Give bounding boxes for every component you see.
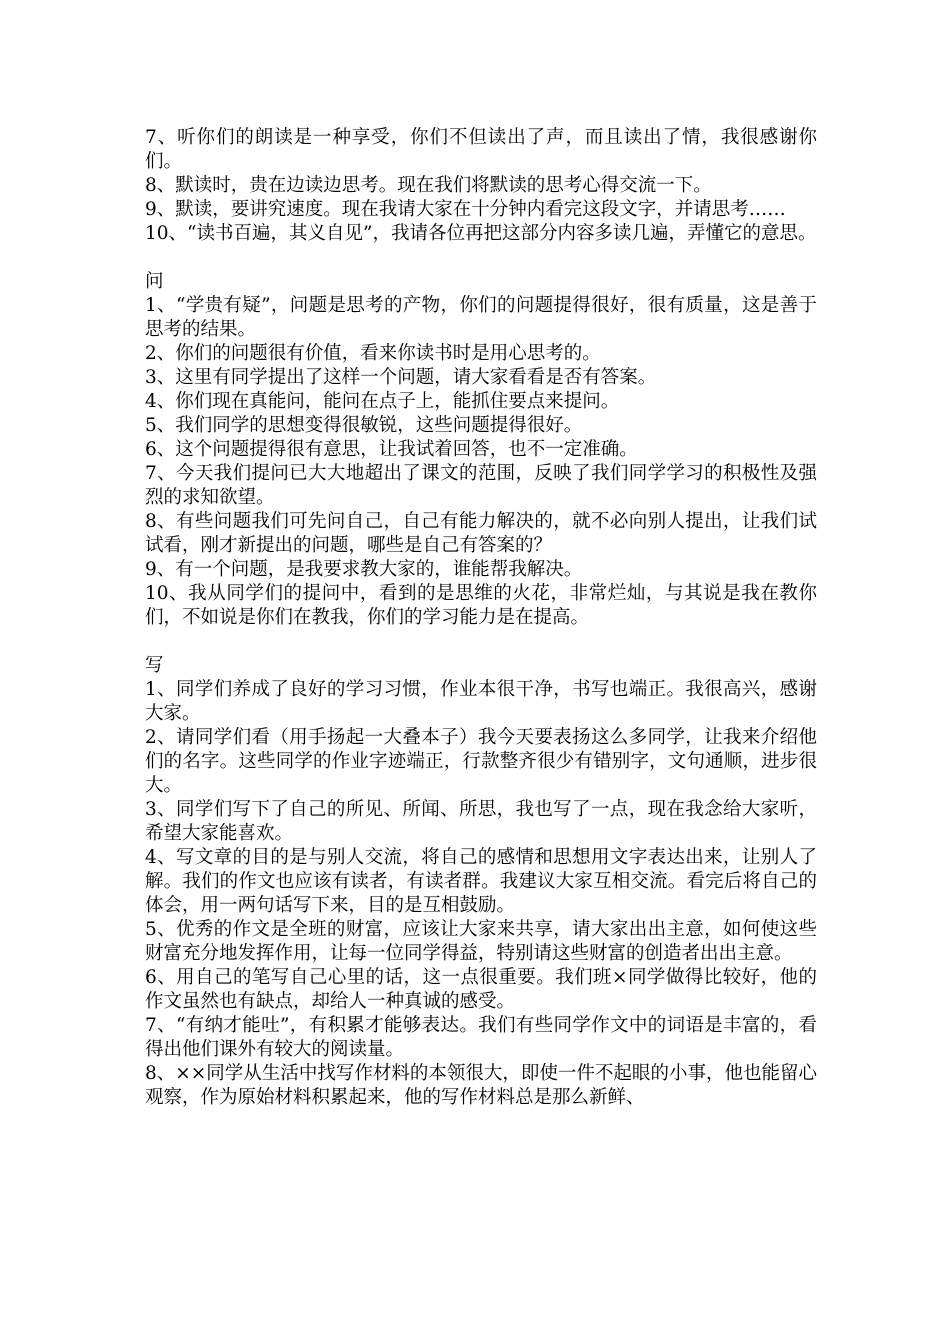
document-body <box>145 126 817 1110</box>
list-item: 10、“读书百遍，其义自见”，我请各位再把这部分内容多读几遍，弄懂它的意思。 <box>145 223 817 244</box>
section-writing <box>145 654 817 1110</box>
list-item: 6、用自己的笔写自己心里的话，这一点很重要。我们班×同学做得比较好，他的作文虽然也有缺点，却给人一种真诚的感受。 <box>145 967 817 1012</box>
section-heading: 问 <box>145 271 164 292</box>
list-item: 1、同学们养成了良好的学习习惯，作业本很干净，书写也端正。我很高兴，感谢大家。 <box>145 679 817 724</box>
list-item: 5、我们同学的思想变得很敏锐，这些问题提得很好。 <box>145 415 583 436</box>
list-item: 9、默读，要讲究速度。现在我请大家在十分钟内看完这段文字，并请思考…… <box>145 199 786 220</box>
section-spacer <box>145 246 817 270</box>
list-item: 8、默读时，贵在边读边思考。现在我们将默读的思考心得交流一下。 <box>145 175 712 196</box>
list-item: 7、“有纳才能吐”，有积累才能够表达。我们有些同学作文中的词语是丰富的，看得出他们课外有较大的阅读量。 <box>145 1015 817 1060</box>
section-reading <box>145 126 817 246</box>
list-item: 3、这里有同学提出了这样一个问题，请大家看看是否有答案。 <box>145 367 657 388</box>
section-heading: 写 <box>145 655 164 676</box>
list-item: 7、今天我们提问已大大地超出了课文的范围，反映了我们同学学习的积极性及强烈的求知欲望。 <box>145 463 817 508</box>
section-asking <box>145 270 817 630</box>
list-item: 1、“学贵有疑”，问题是思考的产物，你们的问题提得很好，很有质量，这是善于思考的结果。 <box>145 295 817 340</box>
list-item: 4、你们现在真能问，能问在点子上，能抓住要点来提问。 <box>145 391 620 412</box>
list-item: 9、有一个问题，是我要求教大家的，谁能帮我解决。 <box>145 559 583 580</box>
list-item: 3、同学们写下了自己的所见、所闻、所思，我也写了一点，现在我念给大家听，希望大家能喜欢。 <box>145 799 817 844</box>
list-item: 2、请同学们看（用手扬起一大叠本子）我今天要表扬这么多同学，让我来介绍他们的名字。这些同学的作业字迹端正，行款整齐很少有错别字，文句通顺，进步很大。 <box>145 727 817 796</box>
list-item: 8、有些问题我们可先问自己，自己有能力解决的，就不必向别人提出，让我们试试看，刚才新提出的问题，哪些是自己有答案的？ <box>145 511 817 556</box>
list-item: 4、写文章的目的是与别人交流，将自己的感情和思想用文字表达出来，让别人了解。我们的作文也应该有读者，有读者群。我建议大家互相交流。看完后将自己的体会，用一两句话写下来，目的是互相鼓励。 <box>145 847 817 916</box>
list-item: 2、你们的问题很有价值，看来你读书时是用心思考的。 <box>145 343 601 364</box>
list-item: 7、听你们的朗读是一种享受，你们不但读出了声，而且读出了情，我很感谢你们。 <box>145 127 817 172</box>
list-item: 5、优秀的作文是全班的财富，应该让大家来共享，请大家出出主意，如何使这些财富充分地发挥作用，让每一位同学得益，特别请这些财富的创造者出出主意。 <box>145 919 817 964</box>
section-spacer <box>145 630 817 654</box>
list-item: 6、这个问题提得很有意思，让我试着回答，也不一定准确。 <box>145 439 638 460</box>
list-item: 10、我从同学们的提问中，看到的是思维的火花，非常烂灿，与其说是我在教你们，不如说是你们在教我，你们的学习能力是在提高。 <box>145 583 817 628</box>
list-item: 8、××同学从生活中找写作材料的本领很大，即使一件不起眼的小事，他也能留心观察，作为原始材料积累起来，他的写作材料总是那么新鲜、 <box>145 1063 817 1108</box>
